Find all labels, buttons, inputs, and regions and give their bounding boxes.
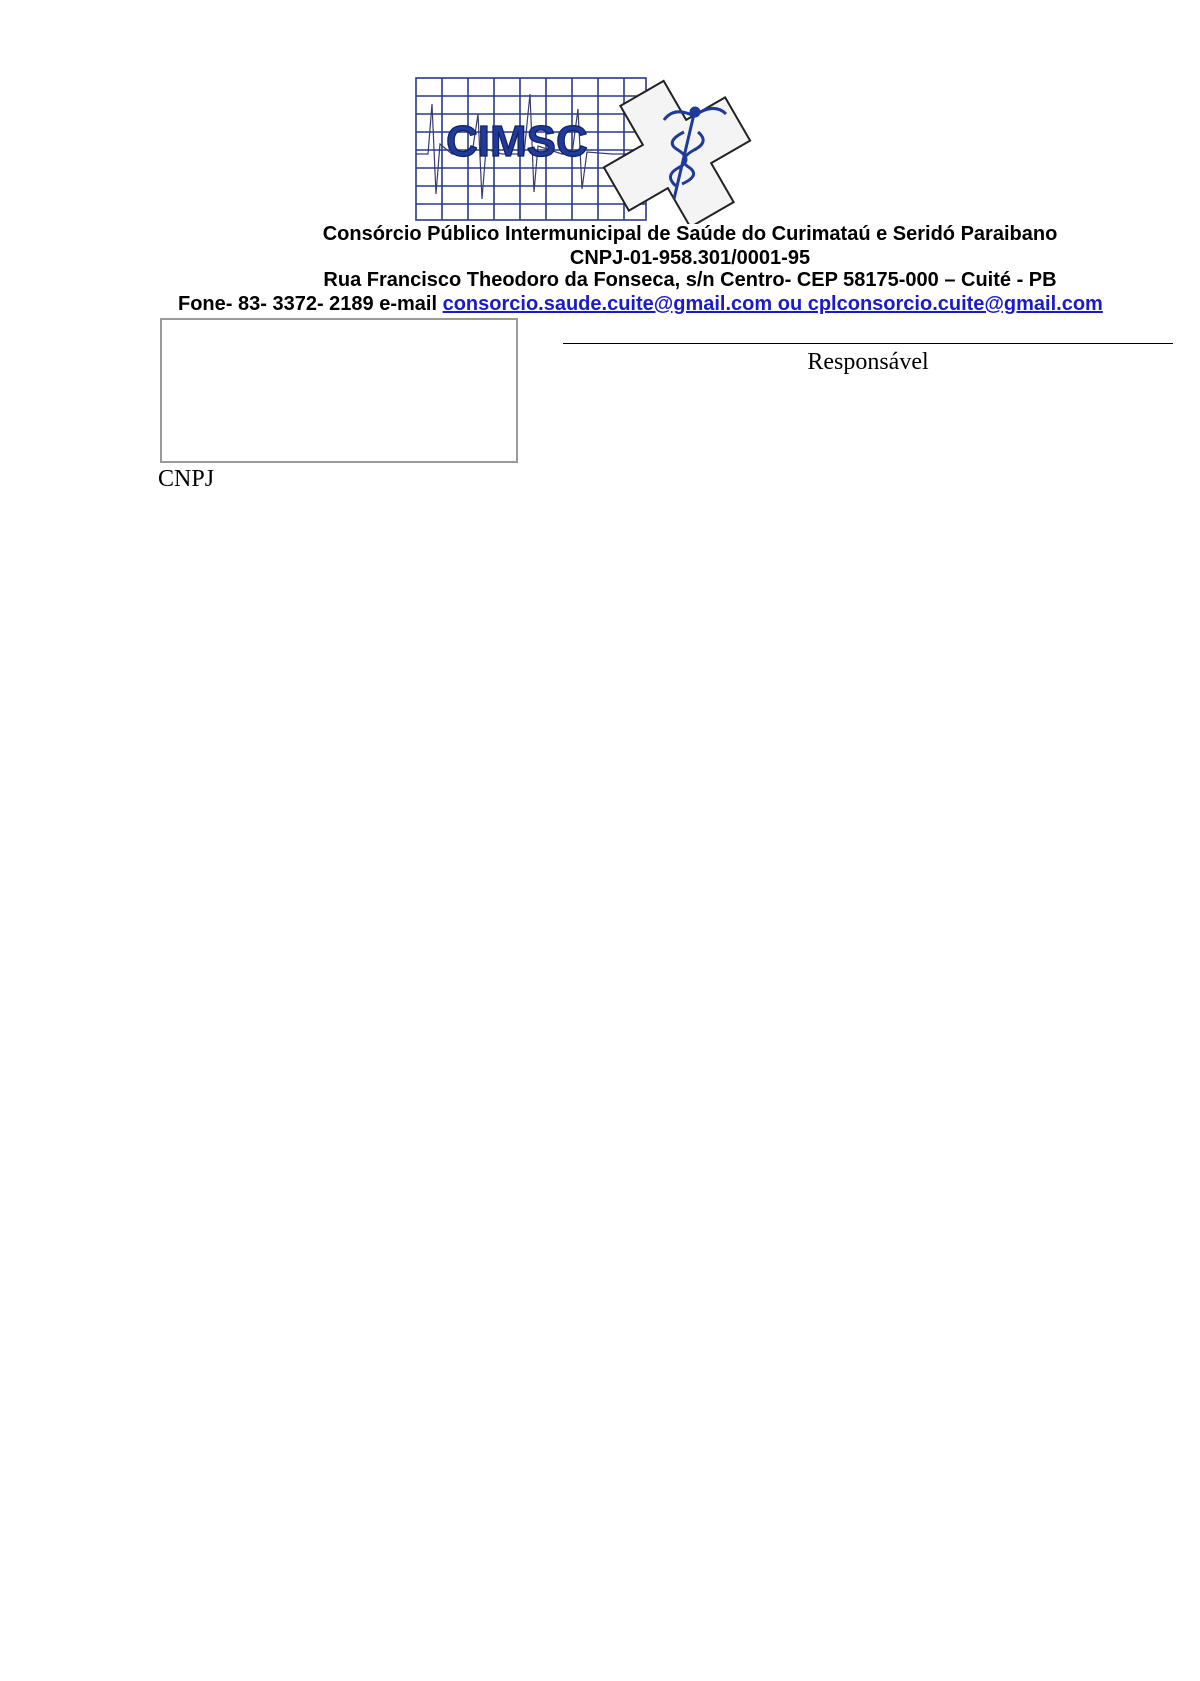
organization-cnpj: CNPJ-01-958.301/0001-95 (569, 247, 811, 269)
organization-address: Rua Francisco Theodoro da Fonseca, s/n Centro- CEP 58175-000 – Cuité - PB (323, 269, 1057, 291)
organization-name: Consórcio Público Intermunicipal de Saúde do Curimataú e Seridó Paraibano (322, 223, 1058, 245)
cnpj-label: CNPJ (158, 466, 215, 492)
signature-line (563, 343, 1173, 344)
cimsc-logo (412, 74, 772, 224)
logo-wordmark: CIMSC (446, 117, 588, 166)
company-stamp-box (160, 318, 518, 463)
contact-phone: Fone- 83- 3372- 2189 e-mail (178, 293, 443, 315)
organization-contact (178, 292, 1178, 316)
signature-label: Responsável (807, 349, 929, 375)
contact-email-links[interactable]: consorcio.saude.cuite@gmail.com ou cplconsorcio.cuite@gmail.com (442, 293, 1103, 315)
